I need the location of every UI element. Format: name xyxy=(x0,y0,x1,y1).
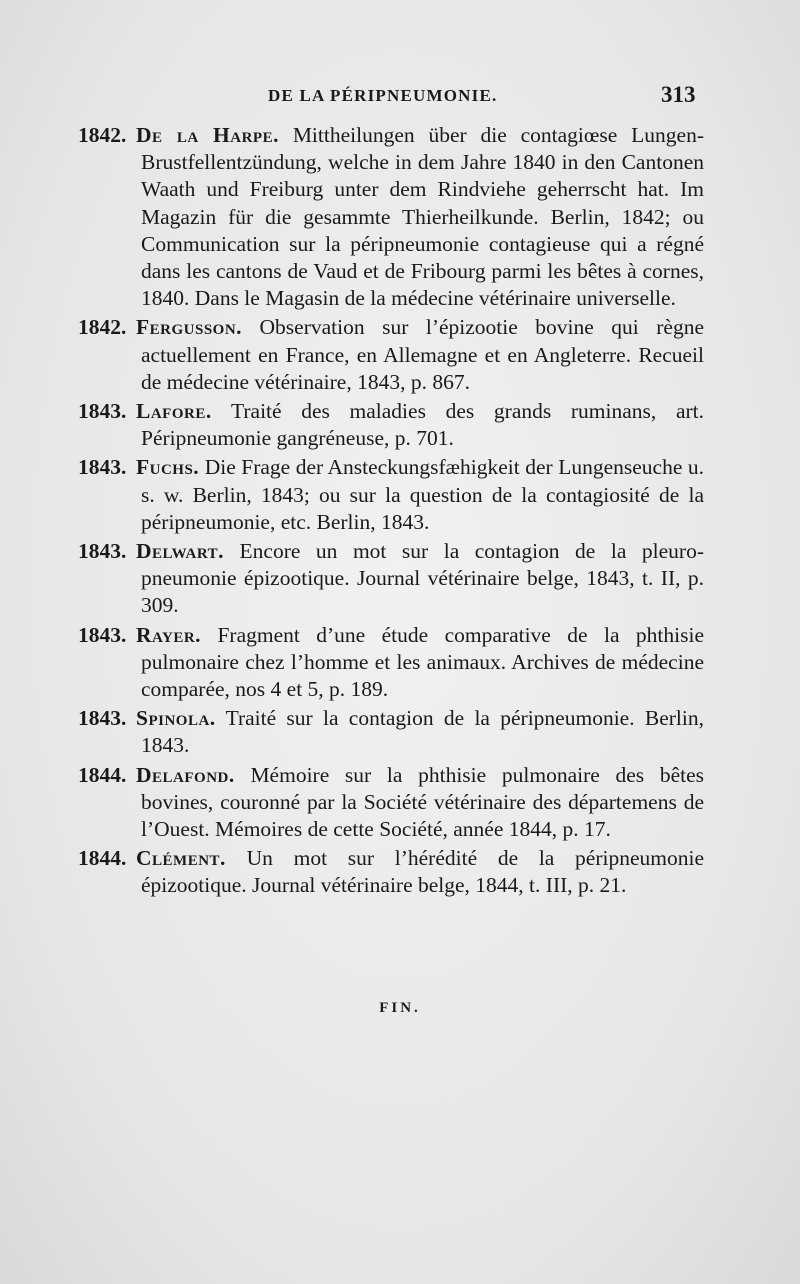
entry-author: Clément. xyxy=(136,846,226,871)
running-title: DE LA PÉRIPNEUMONIE. xyxy=(268,86,498,105)
entry-text: Fragment d’une étude comparative de la phthisie pulmonaire chez l’homme et les animaux. Archives de médecine comparée, nos 4 et 5, p. 189. xyxy=(141,622,704,702)
entry-year: 1843. xyxy=(78,455,127,480)
entry-text: Traité des maladies des grands ruminans, art. Péripneumonie gangréneuse, p. 701. xyxy=(141,399,704,451)
entry-author: Spinola. xyxy=(136,706,216,731)
page-number: 313 xyxy=(661,82,696,107)
entry-text: Mémoire sur la phthisie pulmonaire des bêtes bovines, couronné par la Société vétérinaire des départemens de l’Ouest. Mémoires de cette Société, année 1844, p. 17. xyxy=(141,762,704,842)
entry-text: Un mot sur l’hérédité de la péripneumonie épizootique. Journal vétérinaire belge, 1844, t. III, p. 21. xyxy=(141,846,704,898)
entry-year: 1844. xyxy=(78,762,127,787)
entry-year: 1842. xyxy=(78,315,127,340)
bibliography-entry xyxy=(78,762,704,844)
entry-author: De la Harpe. xyxy=(136,123,279,147)
entry-author: Delafond. xyxy=(136,762,235,787)
entry-text: Die Frage der Ansteckungsfæhigkeit der Lungenseuche u. s. w. Berlin, 1843; ou sur la question de la contagiosité de la péripneumonie, etc. Berlin, 1843. xyxy=(141,455,704,534)
bibliography-entry xyxy=(78,314,704,396)
bibliography-entry xyxy=(78,122,704,312)
entry-year: 1843. xyxy=(78,706,127,731)
end-mark: FIN. xyxy=(379,1000,421,1016)
entry-text: Encore un mot sur la contagion de la pleuro-pneumonie épizootique. Journal vétérinaire belge, 1843, t. II, p. 309. xyxy=(141,539,704,618)
bibliography-entry xyxy=(78,705,704,759)
entry-text: Observation sur l’épizootie bovine qui règne actuellement en France, en Allemagne et en Angleterre. Recueil de médecine vétérinaire, 1843, p. 867. xyxy=(141,315,704,394)
bibliography-entry xyxy=(78,454,704,536)
entry-year: 1843. xyxy=(78,622,127,647)
entry-year: 1843. xyxy=(78,399,127,424)
entry-author: Fergusson. xyxy=(136,315,243,340)
entry-text: Traité sur la contagion de la péripneumonie. Berlin, 1843. xyxy=(141,706,704,758)
entry-author: Rayer. xyxy=(136,622,202,647)
entry-year: 1842. xyxy=(78,123,127,147)
page-header xyxy=(0,82,800,116)
bibliography-entry xyxy=(78,622,704,704)
entry-text: Mittheilungen über die contagiœse Lungen-Brustfellentzündung, welche in dem Jahre 1840 in den Cantonen Waath und Freiburg unter dem Rindviehe geherrscht hat. Im Magazin für die gesammte Thierheilkunde. Berlin, 1842; ou Communication sur la péripneumonie contagieuse qui a régné dans les cantons de Vaud et de Fribourg parmi les bêtes à cornes, 1840. Dans le Magasin de la médecine vétérinaire universelle. xyxy=(141,123,705,311)
bibliography-entry xyxy=(78,845,704,899)
bibliography-entry xyxy=(78,398,704,452)
entry-author: Delwart. xyxy=(136,539,225,564)
entry-year: 1843. xyxy=(78,539,127,564)
bibliography-list xyxy=(78,122,704,900)
entry-year: 1844. xyxy=(78,846,127,871)
bibliography-entry xyxy=(78,538,704,620)
entry-author: Lafore. xyxy=(136,399,212,424)
entry-author: Fuchs. xyxy=(136,455,200,480)
